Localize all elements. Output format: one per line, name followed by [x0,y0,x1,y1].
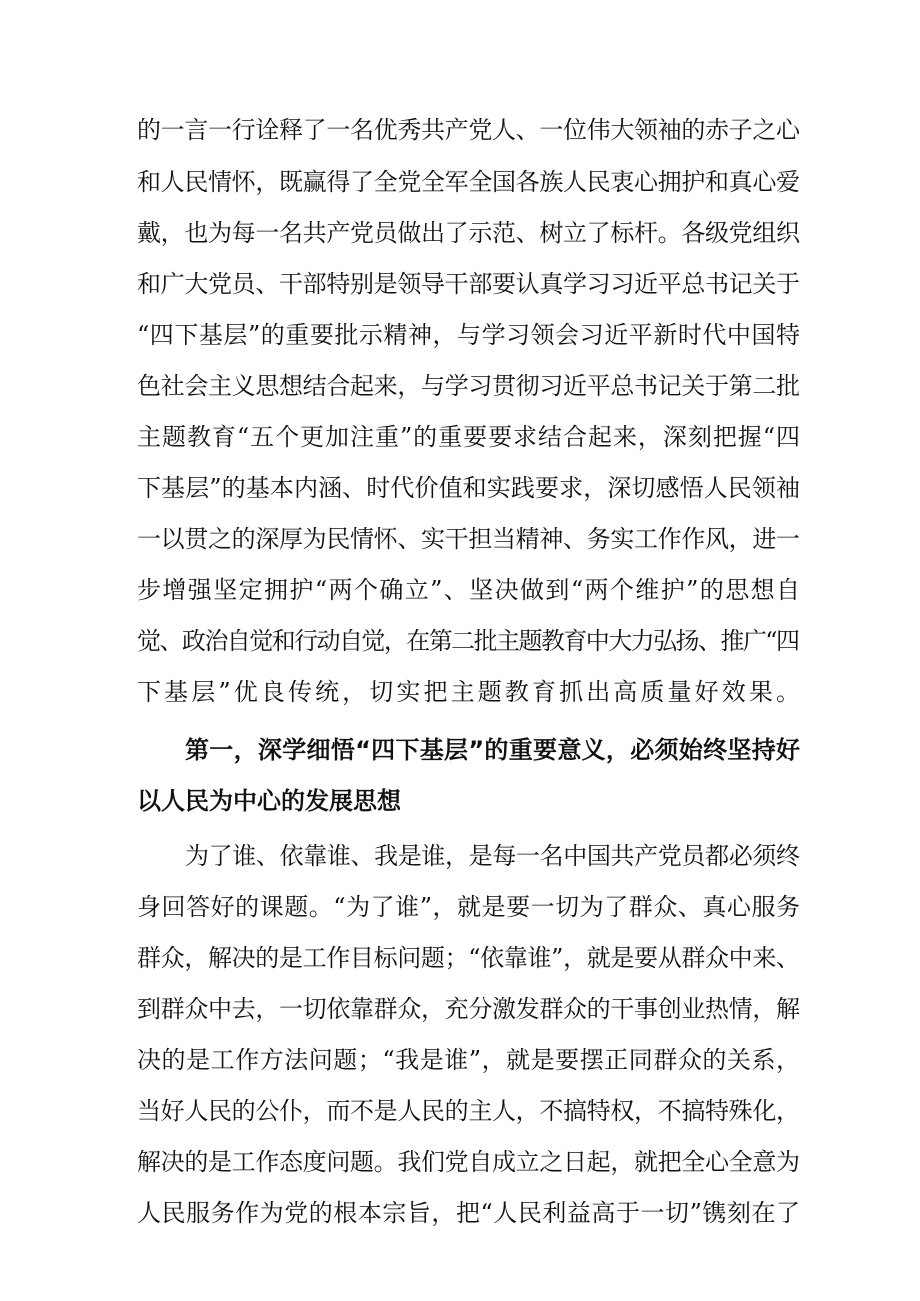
text-line: 下基层”优良传统，切实把主题教育抓出高质量好效果。 [137,678,804,706]
text-line: “四下基层”的重要批示精神，与学习领会习近平新时代中国特 [137,321,801,349]
text-line: 解决的是工作态度问题。我们党自成立之日起，就把全心全意为 [137,1148,800,1176]
text-line: 当好人民的公仆，而不是人民的主人，不搞特权，不搞特殊化， [137,1097,800,1125]
text-line: 到群众中去，一切依靠群众，充分激发群众的干事创业热情，解 [137,995,800,1023]
heading-line: 第一，深学细悟“四下基层”的重要意义，必须始终坚持好 [185,736,801,764]
text-line: 和广大党员、干部特别是领导干部要认真学习习近平总书记关于 [137,270,800,298]
text-line: 色社会主义思想结合起来，与学习贯彻习近平总书记关于第二批 [137,372,800,400]
text-line: 步增强坚定拥护“两个确立”、坚决做到“两个维护”的思想自 [137,576,802,604]
text-line: 身回答好的课题。“为了谁”，就是要一切为了群众、真心服务 [137,893,801,921]
text-line: 下基层”的基本内涵、时代价值和实践要求，深切感悟人民领袖 [137,474,801,502]
text-line: 主题教育“五个更加注重”的重要要求结合起来，深刻把握“四 [137,423,801,451]
text-line: 觉、政治自觉和行动自觉，在第二批主题教育中大力弘扬、推广“四 [137,627,799,655]
text-line: 一以贯之的深厚为民情怀、实干担当精神、务实工作作风，进一 [137,525,800,553]
text-line: 人民服务作为党的根本宗旨，把“人民利益高于一切”镌刻在了 [137,1199,801,1227]
heading-line: 以人民为中心的发展思想 [137,787,401,815]
text-line: 的一言一行诠释了一名优秀共产党人、一位伟大领袖的赤子之心 [137,116,800,144]
text-line: 决的是工作方法问题；“我是谁”，就是要摆正同群众的关系， [137,1046,801,1074]
text-line: 为了谁、依靠谁、我是谁，是每一名中国共产党员都必须终 [185,842,800,870]
text-line: 和人民情怀，既赢得了全党全军全国各族人民衷心拥护和真心爱 [137,168,800,196]
text-line: 群众，解决的是工作目标问题；“依靠谁”，就是要从群众中来、 [137,944,800,972]
text-line: 戴，也为每一名共产党员做出了示范、树立了标杆。各级党组织 [137,219,800,247]
